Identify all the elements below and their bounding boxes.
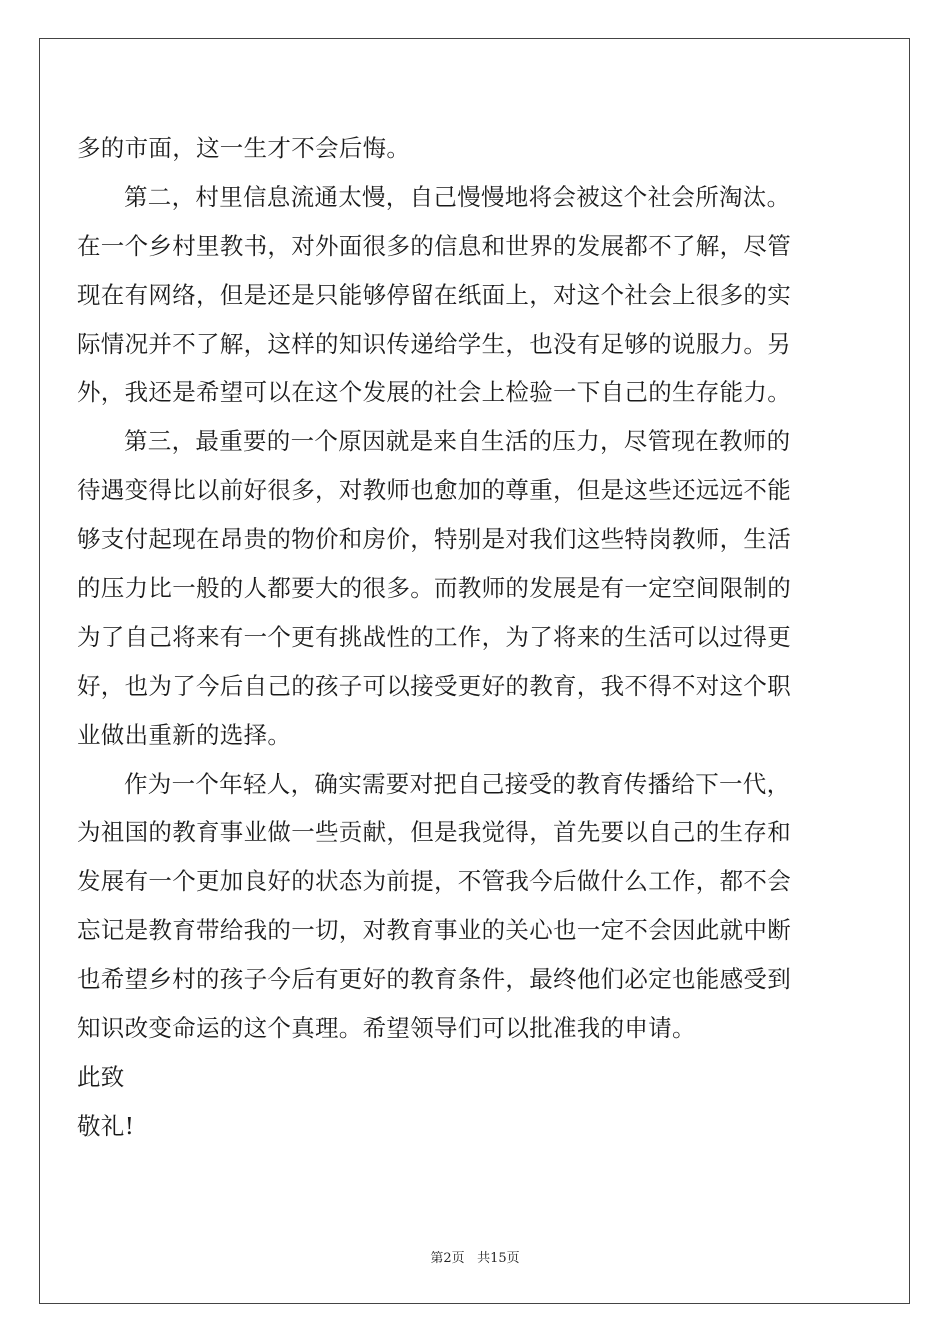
- text-line: 待遇变得比以前好很多，对教师也愈加的尊重，但是这些还远远不能: [77, 476, 791, 505]
- text-line: 第二，村里信息流通太慢，自己慢慢地将会被这个社会所淘汰。: [124, 182, 791, 211]
- text-line: 业做出重新的选择。: [77, 720, 292, 749]
- text-line: 的压力比一般的人都要大的很多。而教师的发展是有一定空间限制的: [77, 574, 791, 603]
- text-line: 作为一个年轻人，确实需要对把自己接受的教育传播给下一代，: [124, 769, 791, 798]
- closing-line: 此致: [77, 1062, 125, 1091]
- text-line: 知识改变命运的这个真理。希望领导们可以批准我的申请。: [77, 1014, 696, 1043]
- page-number: 第2页: [430, 1251, 465, 1266]
- salutation-line: 敬礼!: [77, 1111, 135, 1140]
- text-line: 够支付起现在昂贵的物价和房价，特别是对我们这些特岗教师，生活: [77, 525, 791, 554]
- text-line: 多的市面，这一生才不会后悔。: [77, 134, 411, 162]
- text-line: 也希望乡村的孩子今后有更好的教育条件，最终他们必定也能感受到: [77, 965, 791, 994]
- text-line: 好，也为了今后自己的孩子可以接受更好的教育，我不得不对这个职: [77, 671, 791, 700]
- text-line: 现在有网络，但是还是只能够停留在纸面上，对这个社会上很多的实: [77, 280, 791, 309]
- page-footer: [0, 1247, 950, 1266]
- text-line: 为祖国的教育事业做一些贡献，但是我觉得，首先要以自己的生存和: [77, 818, 791, 847]
- page-total: 共15页: [477, 1251, 520, 1266]
- text-line: 际情况并不了解，这样的知识传递给学生，也没有足够的说服力。另: [77, 329, 791, 358]
- text-line: 忘记是教育带给我的一切，对教育事业的关心也一定不会因此就中断: [77, 916, 791, 945]
- text-line: 发展有一个更加良好的状态为前提，不管我今后做什么工作，都不会: [77, 867, 791, 896]
- text-line: 为了自己将来有一个更有挑战性的工作，为了将来的生活可以过得更: [77, 622, 791, 651]
- document-body: [77, 124, 837, 1151]
- text-line: 在一个乡村里教书，对外面很多的信息和世界的发展都不了解，尽管: [77, 231, 791, 260]
- text-line: 外，我还是希望可以在这个发展的社会上检验一下自己的生存能力。: [77, 378, 791, 407]
- text-line: 第三，最重要的一个原因就是来自生活的压力，尽管现在教师的: [124, 427, 791, 456]
